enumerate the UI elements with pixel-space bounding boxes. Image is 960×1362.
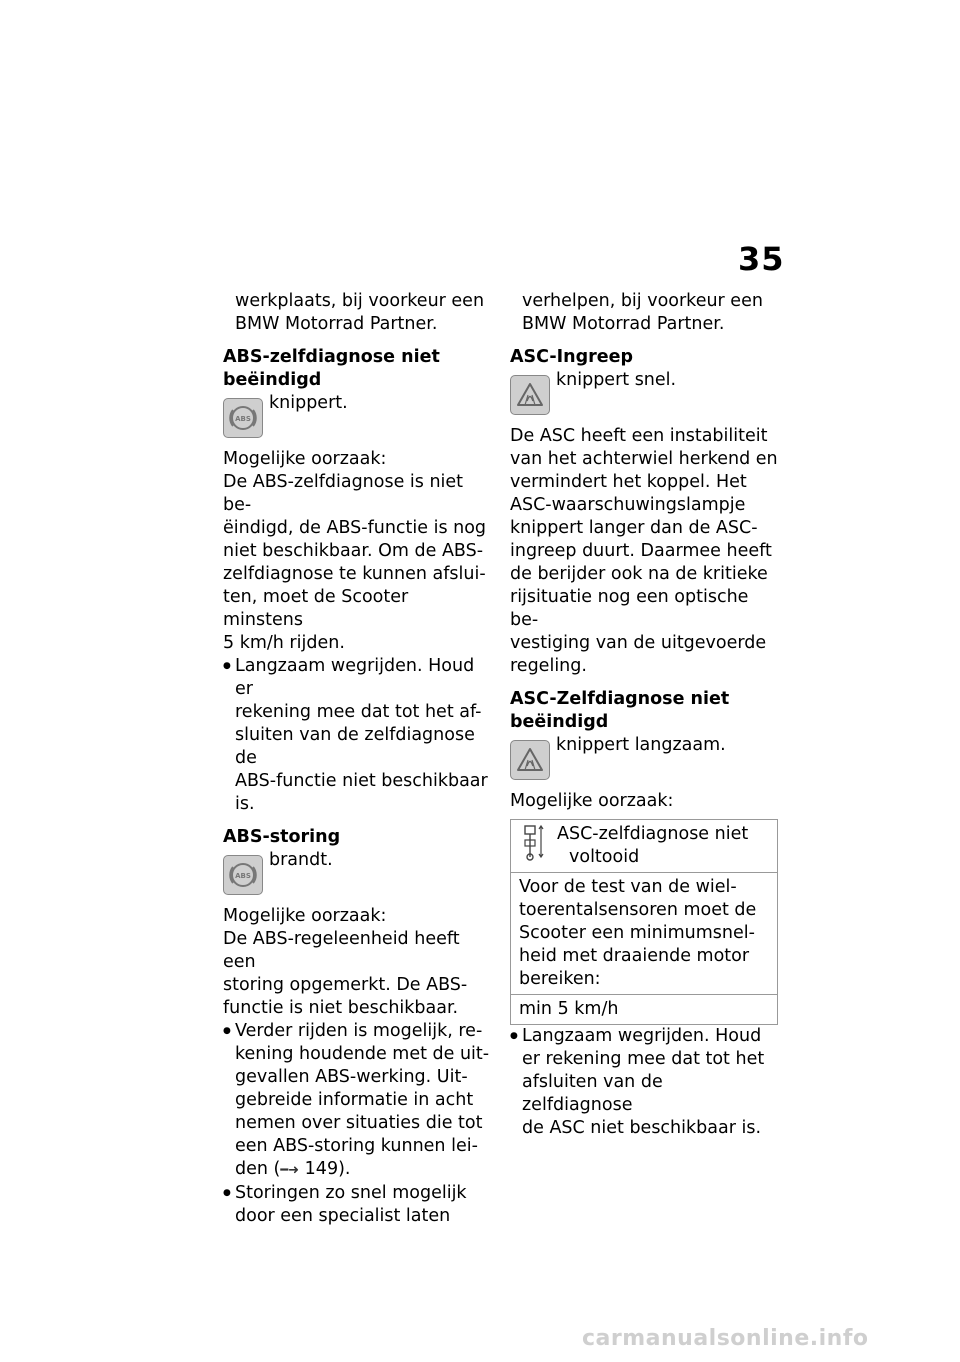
text-line: De ABS-zelfdiagnose is niet be- bbox=[223, 472, 464, 515]
text-line: BMW Motorrad Partner. bbox=[522, 314, 725, 334]
text-line: ten, moet de Scooter minstens bbox=[223, 587, 409, 630]
page-number: 35 bbox=[738, 240, 785, 278]
abs-warning-icon bbox=[223, 855, 263, 895]
text-line: BMW Motorrad Partner. bbox=[235, 314, 438, 334]
right-column bbox=[510, 290, 778, 1140]
right-intro bbox=[510, 290, 778, 336]
text-line: van het achterwiel herkend en bbox=[510, 449, 778, 469]
text-line: De ASC heeft een instabiliteit bbox=[510, 426, 768, 446]
section-heading-asc-selfdiag: ASC-Zelfdiagnose niet beëindigd bbox=[510, 689, 730, 732]
asc-lamp-row bbox=[510, 369, 778, 415]
text-line: De ABS-regeleenheid heeft een bbox=[223, 929, 460, 972]
table-row bbox=[511, 820, 778, 873]
abs-selfdiag-body bbox=[223, 471, 491, 655]
asc-intervention-body bbox=[510, 425, 778, 678]
svg-text:ABS: ABS bbox=[235, 872, 251, 880]
text-line: storing opgemerkt. De ABS- bbox=[223, 975, 468, 995]
lamp-status: knippert. bbox=[269, 393, 348, 413]
bullet-item: ● Langzaam wegrijden. Houd er rekening mee dat tot het afsluiten van de zelfdiagnose de ASC niet beschikbaar is. bbox=[510, 1025, 778, 1140]
abs-warning-icon bbox=[223, 398, 263, 438]
asc-warning-icon bbox=[510, 375, 550, 415]
table-cell: voltooid bbox=[569, 847, 640, 867]
text-line: werkplaats, bij voorkeur een bbox=[235, 291, 485, 311]
table-row: Voor de test van de wiel- toerentalsensoren moet de Scooter een minimumsnel- heid met draaiende motor bereiken: bbox=[511, 873, 778, 995]
lamp-status: brandt. bbox=[269, 850, 333, 870]
abs-fault-body bbox=[223, 928, 491, 1020]
text-line: de berijder ook na de kritieke bbox=[510, 564, 768, 584]
bullet-item: ● Storingen zo snel mogelijk door een specialist laten bbox=[223, 1182, 491, 1228]
table-cell: min 5 km/h bbox=[511, 995, 778, 1025]
cause-label: Mogelijke oorzaak: bbox=[223, 906, 387, 926]
text-line: niet beschikbaar. Om de ABS- bbox=[223, 541, 484, 561]
lamp-status: knippert snel. bbox=[556, 370, 677, 390]
text-line: vestiging van de uitgevoerde bbox=[510, 633, 767, 653]
left-intro bbox=[223, 290, 491, 336]
left-column bbox=[223, 290, 491, 1228]
selfdiag-table bbox=[510, 819, 778, 1025]
section-heading-abs-selfdiag: ABS-zelfdiagnose niet beëindigd bbox=[223, 347, 440, 390]
bullet-item: ● Langzaam wegrijden. Houd er rekening mee dat tot het af- sluiten van de zelfdiagnose de ABS-functie niet beschikbaar is. bbox=[223, 655, 491, 816]
asc-warning-icon bbox=[510, 740, 550, 780]
abs-lamp-row bbox=[223, 392, 491, 438]
abs-lamp-row bbox=[223, 849, 491, 895]
bullet-item: ● Verder rijden is mogelijk, re- kening houdende met de uit- gevallen ABS-werking. Uit- gebreide informatie in acht nemen over situaties die tot een ABS-storing kunnen lei- den (━➜ 149). bbox=[223, 1020, 491, 1182]
svg-text:ABS: ABS bbox=[235, 415, 251, 423]
text-line: regeling. bbox=[510, 656, 587, 676]
page-reference[interactable]: 149). bbox=[304, 1159, 351, 1179]
text-line: knippert langer dan de ASC- bbox=[510, 518, 758, 538]
cause-label: Mogelijke oorzaak: bbox=[510, 791, 674, 811]
text-line: verhelpen, bij voorkeur een bbox=[522, 291, 763, 311]
text-line: zelfdiagnose te kunnen afslui- bbox=[223, 564, 486, 584]
section-heading-asc-intervention: ASC-Ingreep bbox=[510, 347, 634, 367]
reference-arrow-icon: ━➜ bbox=[280, 1163, 300, 1178]
watermark: carmanualsonline.info bbox=[582, 1326, 869, 1351]
section-heading-abs-fault: ABS-storing bbox=[223, 827, 341, 847]
text-line: ASC-waarschuwingslampje bbox=[510, 495, 746, 515]
asc-lamp-row bbox=[510, 734, 778, 780]
text-line: rijsituatie nog een optische be- bbox=[510, 587, 749, 630]
cause-label: Mogelijke oorzaak: bbox=[223, 449, 387, 469]
text-line: vermindert het koppel. Het bbox=[510, 472, 747, 492]
text-line: functie is niet beschikbaar. bbox=[223, 998, 459, 1018]
speed-test-icon bbox=[519, 823, 549, 863]
text-line: ingreep duurt. Daarmee heeft bbox=[510, 541, 772, 561]
text-line: ëindigd, de ABS-functie is nog bbox=[223, 518, 487, 538]
table-row bbox=[511, 995, 778, 1025]
text-line: 5 km/h rijden. bbox=[223, 633, 345, 653]
lamp-status: knippert langzaam. bbox=[556, 735, 726, 755]
table-cell: ASC-zelfdiagnose niet bbox=[557, 824, 749, 844]
